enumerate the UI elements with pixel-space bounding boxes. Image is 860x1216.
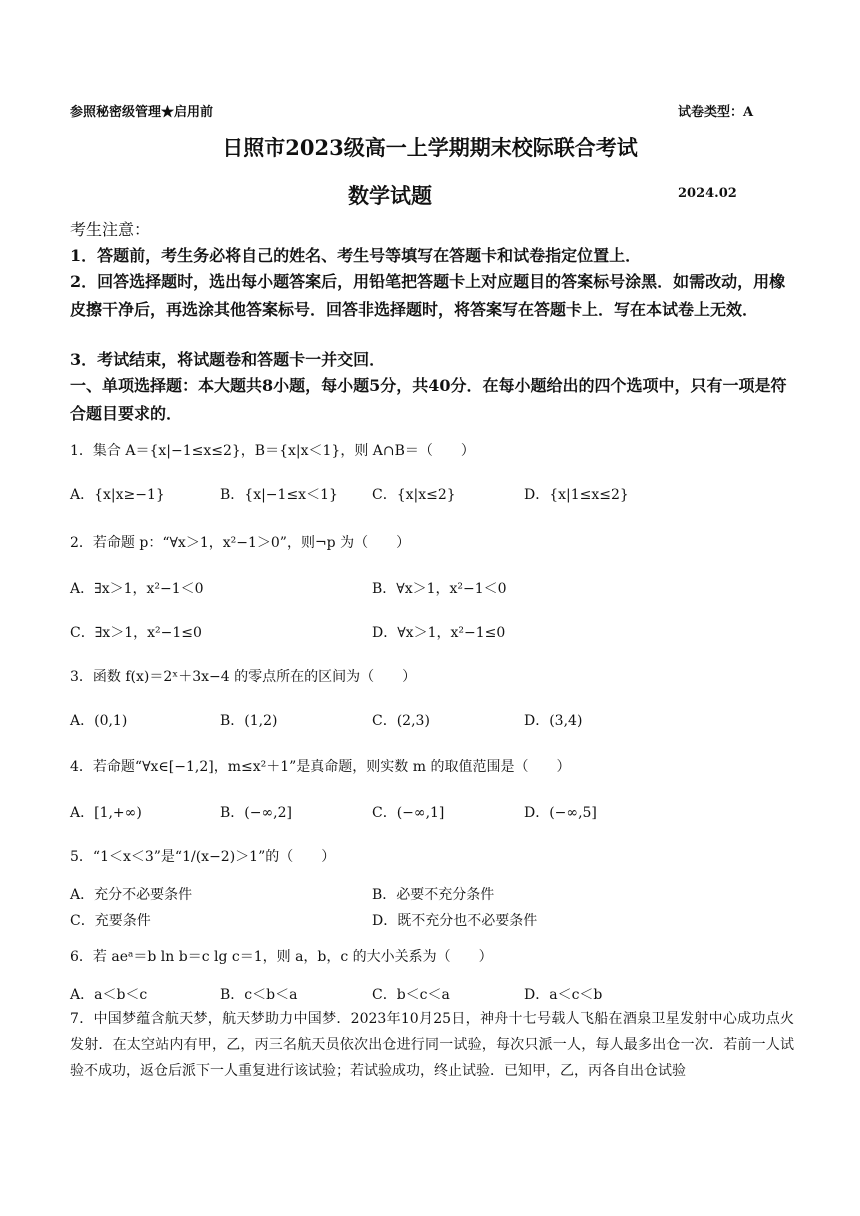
question-2-option-a: A．∃x＞1，x²−1＜0 [70,581,204,597]
exam-date: 2024.02 [678,186,737,201]
question-1-option-d: D．{x|1≤x≤2} [524,487,629,503]
question-2-option-c: C．∃x＞1，x²−1≤0 [70,625,202,641]
question-5-option-d: D．既不充分也不必要条件 [372,913,538,929]
question-4-option-c: C．(−∞,1] [372,805,445,821]
question-3-option-a: A．(0,1) [70,713,128,729]
question-3-option-c: C．(2,3) [372,713,430,729]
question-3-option-d: D．(3,4) [524,713,583,729]
question-5-stem: 5．“1＜x＜3”是“1/(x−2)＞1”的（ ） [70,849,336,865]
notice-item-3: 3．考试结束，将试题卷和答题卡一并交回． [70,350,386,369]
question-6-option-a: A．a＜b＜c [70,987,148,1003]
question-2-stem: 2．若命题 p：“∀x＞1，x²−1＞0”，则¬p 为（ ） [70,535,411,551]
paper-type-label: 试卷类型：A [678,105,754,120]
exam-subtitle: 数学试题 [348,183,432,208]
question-6-option-b: B．c＜b＜a [220,987,298,1003]
secret-level-label: 参照秘密级管理★启用前 [70,105,214,120]
question-4-stem: 4．若命题“∀x∈[−1,2]，m≤x²＋1”是真命题，则实数 m 的取值范围是（ ） [70,759,571,775]
question-4-option-d: D．(−∞,5] [524,805,597,821]
question-6-option-c: C．b＜c＜a [372,987,450,1003]
question-2-option-d: D．∀x＞1，x²−1≤0 [372,625,506,641]
question-6-stem: 6．若 aeᵃ＝b ln b＝c lg c＝1，则 a，b，c 的大小关系为（ ） [70,949,493,965]
question-7-stem: 7．中国梦蕴含航天梦，航天梦助力中国梦．2023年10月25日，神舟十七号载人飞船在酒泉卫星发射中心成功点火发射．在太空站内有甲，乙，丙三名航天员依次出仓进行同一试验，每次只派一人，每人最多出仓一次．若前一人试验不成功，返仓后派下一人重复进行该试验；若试验成功，终止试验．已知甲，乙，丙各自出仓试验 [70,1011,794,1079]
question-3-option-b: B．(1,2) [220,713,278,729]
question-1-stem: 1．集合 A＝{x|−1≤x≤2}，B＝{x|x＜1}，则 A∩B＝（ ） [70,443,475,459]
question-4-option-b: B．(−∞,2] [220,805,292,821]
exam-title: 日照市2023级高一上学期期末校际联合考试 [222,135,638,160]
question-4-option-a: A．[1,+∞) [70,805,142,821]
question-3-stem: 3．函数 f(x)＝2ˣ＋3x−4 的零点所在的区间为（ ） [70,669,417,685]
notice-heading: 考生注意： [70,220,151,239]
question-1-option-c: C．{x|x≤2} [372,487,456,503]
question-5-option-b: B．必要不充分条件 [372,887,495,903]
notice-item-2: 2．回答选择题时，选出每小题答案后，用铅笔把答题卡上对应题目的答案标号涂黑．如需改动，用橡皮擦干净后，再选涂其他答案标号．回答非选择题时，将答案写在答题卡上．写在本试卷上无效． [70,272,786,319]
question-6-option-d: D．a＜c＜b [524,987,603,1003]
question-1-option-a: A．{x|x≥−1} [70,487,165,503]
section-1-heading: 一、单项选择题：本大题共8小题，每小题5分，共40分．在每小题给出的四个选项中，只有一项是符合题目要求的． [70,376,787,423]
question-1-option-b: B．{x|−1≤x＜1} [220,487,338,503]
question-5-option-c: C．充要条件 [70,913,151,929]
question-2-option-b: B．∀x＞1，x²−1＜0 [372,581,507,597]
notice-item-1: 1．答题前，考生务必将自己的姓名、考生号等填写在答题卡和试卷指定位置上． [70,246,642,265]
question-5-option-a: A．充分不必要条件 [70,887,193,903]
